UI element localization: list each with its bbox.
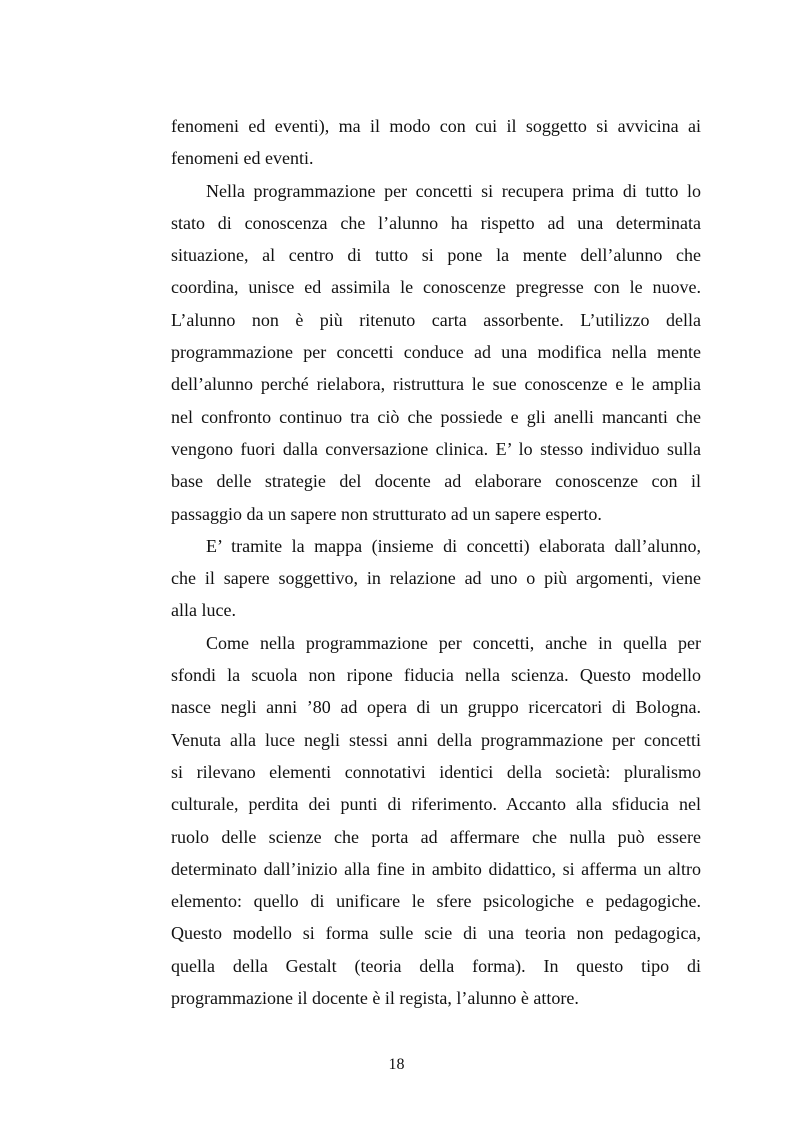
text-line: programmazione per concetti conduce ad una modifica nella mente: [171, 342, 701, 363]
text-line: sfondi la scuola non ripone fiducia nella scienza. Questo modello: [171, 665, 701, 686]
text-line: stato di conoscenza che l’alunno ha rispetto ad una determinata: [171, 212, 701, 233]
text-line: fenomeni ed eventi.: [171, 148, 314, 169]
page-number: 18: [388, 1056, 405, 1073]
text-line: passaggio da un sapere non strutturato ad un sapere esperto.: [171, 503, 602, 524]
text-line: determinato dall’inizio alla fine in ambito didattico, si afferma un altro: [171, 858, 701, 879]
text-line: alla luce.: [171, 600, 236, 621]
text-line: Come nella programmazione per concetti, anche in quella per: [206, 632, 701, 653]
text-line: situazione, al centro di tutto si pone la mente dell’alunno che: [171, 245, 701, 266]
text-line: vengono fuori dalla conversazione clinica. E’ lo stesso individuo sulla: [171, 438, 701, 459]
text-line: Venuta alla luce negli stessi anni della programmazione per concetti: [171, 729, 701, 750]
text-line: L’alunno non è più ritenuto carta assorbente. L’utilizzo della: [171, 309, 701, 330]
text-line: ruolo delle scienze che porta ad affermare che nulla può essere: [171, 826, 701, 847]
text-line: base delle strategie del docente ad elaborare conoscenze con il: [171, 471, 701, 492]
text-line: nel confronto continuo tra ciò che possiede e gli anelli mancanti che: [171, 406, 701, 427]
paragraph: [171, 175, 701, 530]
page-body: [171, 110, 701, 1014]
text-line: Nella programmazione per concetti si recupera prima di tutto lo: [206, 180, 701, 201]
text-line: coordina, unisce ed assimila le conoscenze pregresse con le nuove.: [171, 277, 701, 298]
paragraph: [171, 530, 701, 627]
text-line: si rilevano elementi connotativi identici della società: pluralismo: [171, 761, 701, 782]
text-line: Questo modello si forma sulle scie di una teoria non pedagogica,: [171, 923, 701, 944]
text-line: fenomeni ed eventi), ma il modo con cui il soggetto si avvicina ai: [171, 116, 701, 136]
paragraph: [171, 627, 701, 1015]
text-line: elemento: quello di unificare le sfere psicologiche e pedagogiche.: [171, 891, 701, 912]
text-line: culturale, perdita dei punti di riferimento. Accanto alla sfiducia nel: [171, 794, 701, 815]
text-line: nasce negli anni ’80 ad opera di un gruppo ricercatori di Bologna.: [171, 697, 701, 718]
text-line: programmazione il docente è il regista, l’alunno è attore.: [171, 988, 579, 1009]
text-line: dell’alunno perché rielabora, ristruttura le sue conoscenze e le amplia: [171, 374, 701, 395]
paragraph: [171, 110, 701, 175]
text-line: quella della Gestalt (teoria della forma). In questo tipo di: [171, 955, 701, 976]
text-line: E’ tramite la mappa (insieme di concetti) elaborata dall’alunno,: [206, 535, 701, 556]
text-line: che il sapere soggettivo, in relazione ad uno o più argomenti, viene: [171, 568, 701, 589]
